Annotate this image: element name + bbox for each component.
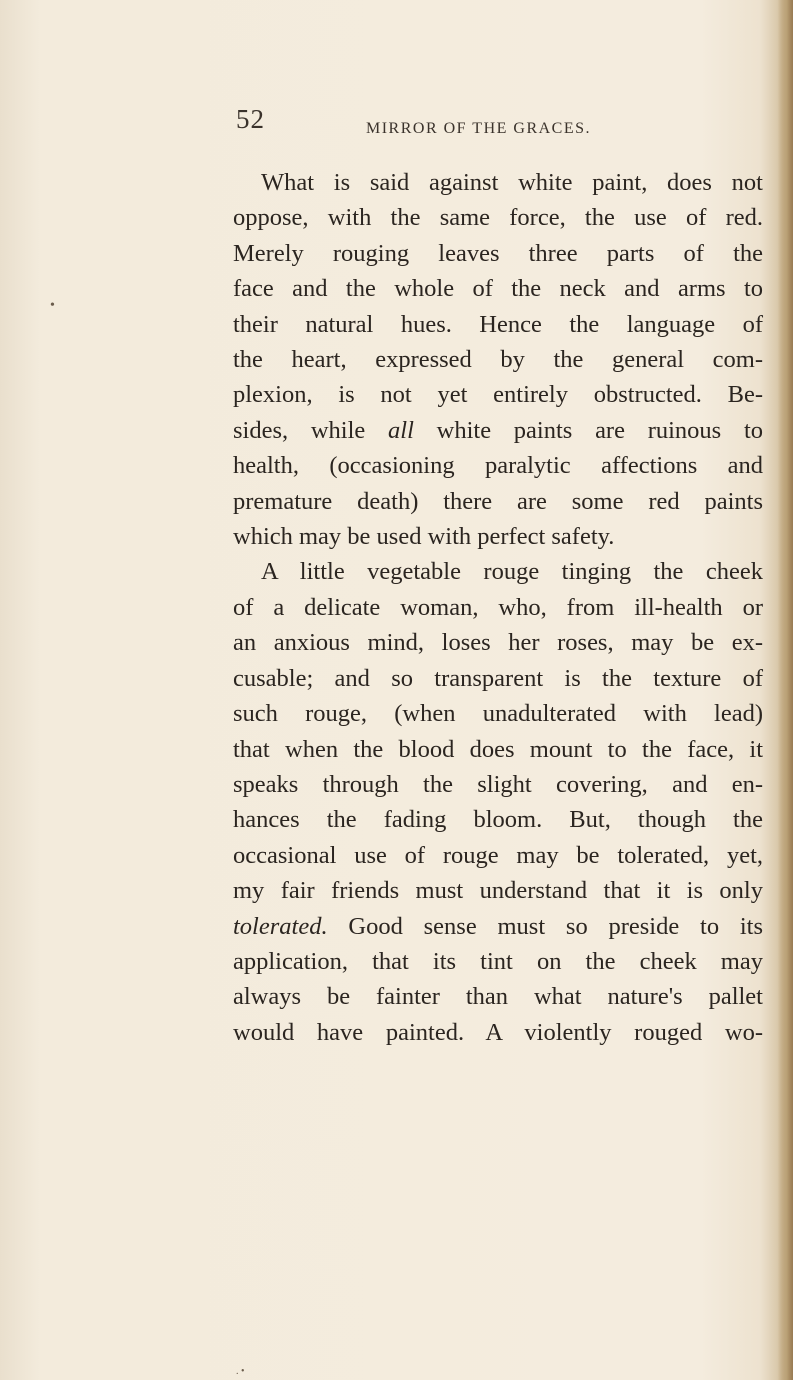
page-header	[236, 104, 766, 144]
text-line: of a delicate woman, who, from ill-health or	[233, 593, 763, 621]
text-line: cusable; and so transparent is the texture of	[233, 664, 763, 692]
text-segment: Good sense must so preside to its	[348, 912, 764, 940]
text-line: premature death) there are some red paints	[233, 487, 763, 515]
italic-word: tolerated.	[233, 912, 328, 940]
body-text	[233, 165, 763, 1050]
text-line: always be fainter than what nature's pallet	[233, 983, 763, 1011]
text-line-with-italic	[233, 909, 763, 944]
text-line: speaks through the slight covering, and en-	[233, 770, 763, 798]
text-line: plexion, is not yet entirely obstructed. Be-	[233, 381, 763, 409]
text-line: which may be used with perfect safety.	[233, 523, 615, 551]
text-line: face and the whole of the neck and arms to	[233, 275, 763, 303]
text-line: their natural hues. Hence the language of	[233, 310, 763, 338]
page-number: 52	[236, 104, 265, 134]
text-line: such rouge, (when unadulterated with lead)	[233, 700, 763, 728]
text-line-with-italic	[233, 413, 763, 448]
text-segment: sides, while	[233, 416, 366, 444]
text-line: What is said against white paint, does not	[261, 169, 763, 196]
text-line: my fair friends must understand that it is only	[233, 877, 763, 905]
text-line: an anxious mind, loses her roses, may be ex-	[233, 629, 763, 657]
italic-word: all	[388, 416, 414, 444]
text-line: A little vegetable rouge tinging the cheek	[261, 558, 763, 586]
text-line: oppose, with the same force, the use of red.	[233, 204, 763, 232]
page-edge-shadow	[777, 0, 793, 1380]
margin-mark: •	[50, 298, 55, 313]
text-line: that when the blood does mount to the face, it	[233, 735, 763, 763]
text-line: application, that its tint on the cheek may	[233, 947, 763, 975]
text-line: would have painted. A violently rouged wo-	[233, 1018, 763, 1046]
text-line: hances the fading bloom. But, though the	[233, 806, 763, 834]
foot-mark: . •	[236, 1366, 245, 1377]
text-line: occasional use of rouge may be tolerated, yet,	[233, 841, 763, 869]
running-head: MIRROR OF THE GRACES.	[366, 120, 592, 137]
text-line: Merely rouging leaves three parts of the	[233, 239, 763, 267]
text-line: the heart, expressed by the general com-	[233, 346, 763, 374]
text-line: health, (occasioning paralytic affections and	[233, 452, 763, 480]
text-segment: white paints are ruinous to	[436, 416, 763, 444]
